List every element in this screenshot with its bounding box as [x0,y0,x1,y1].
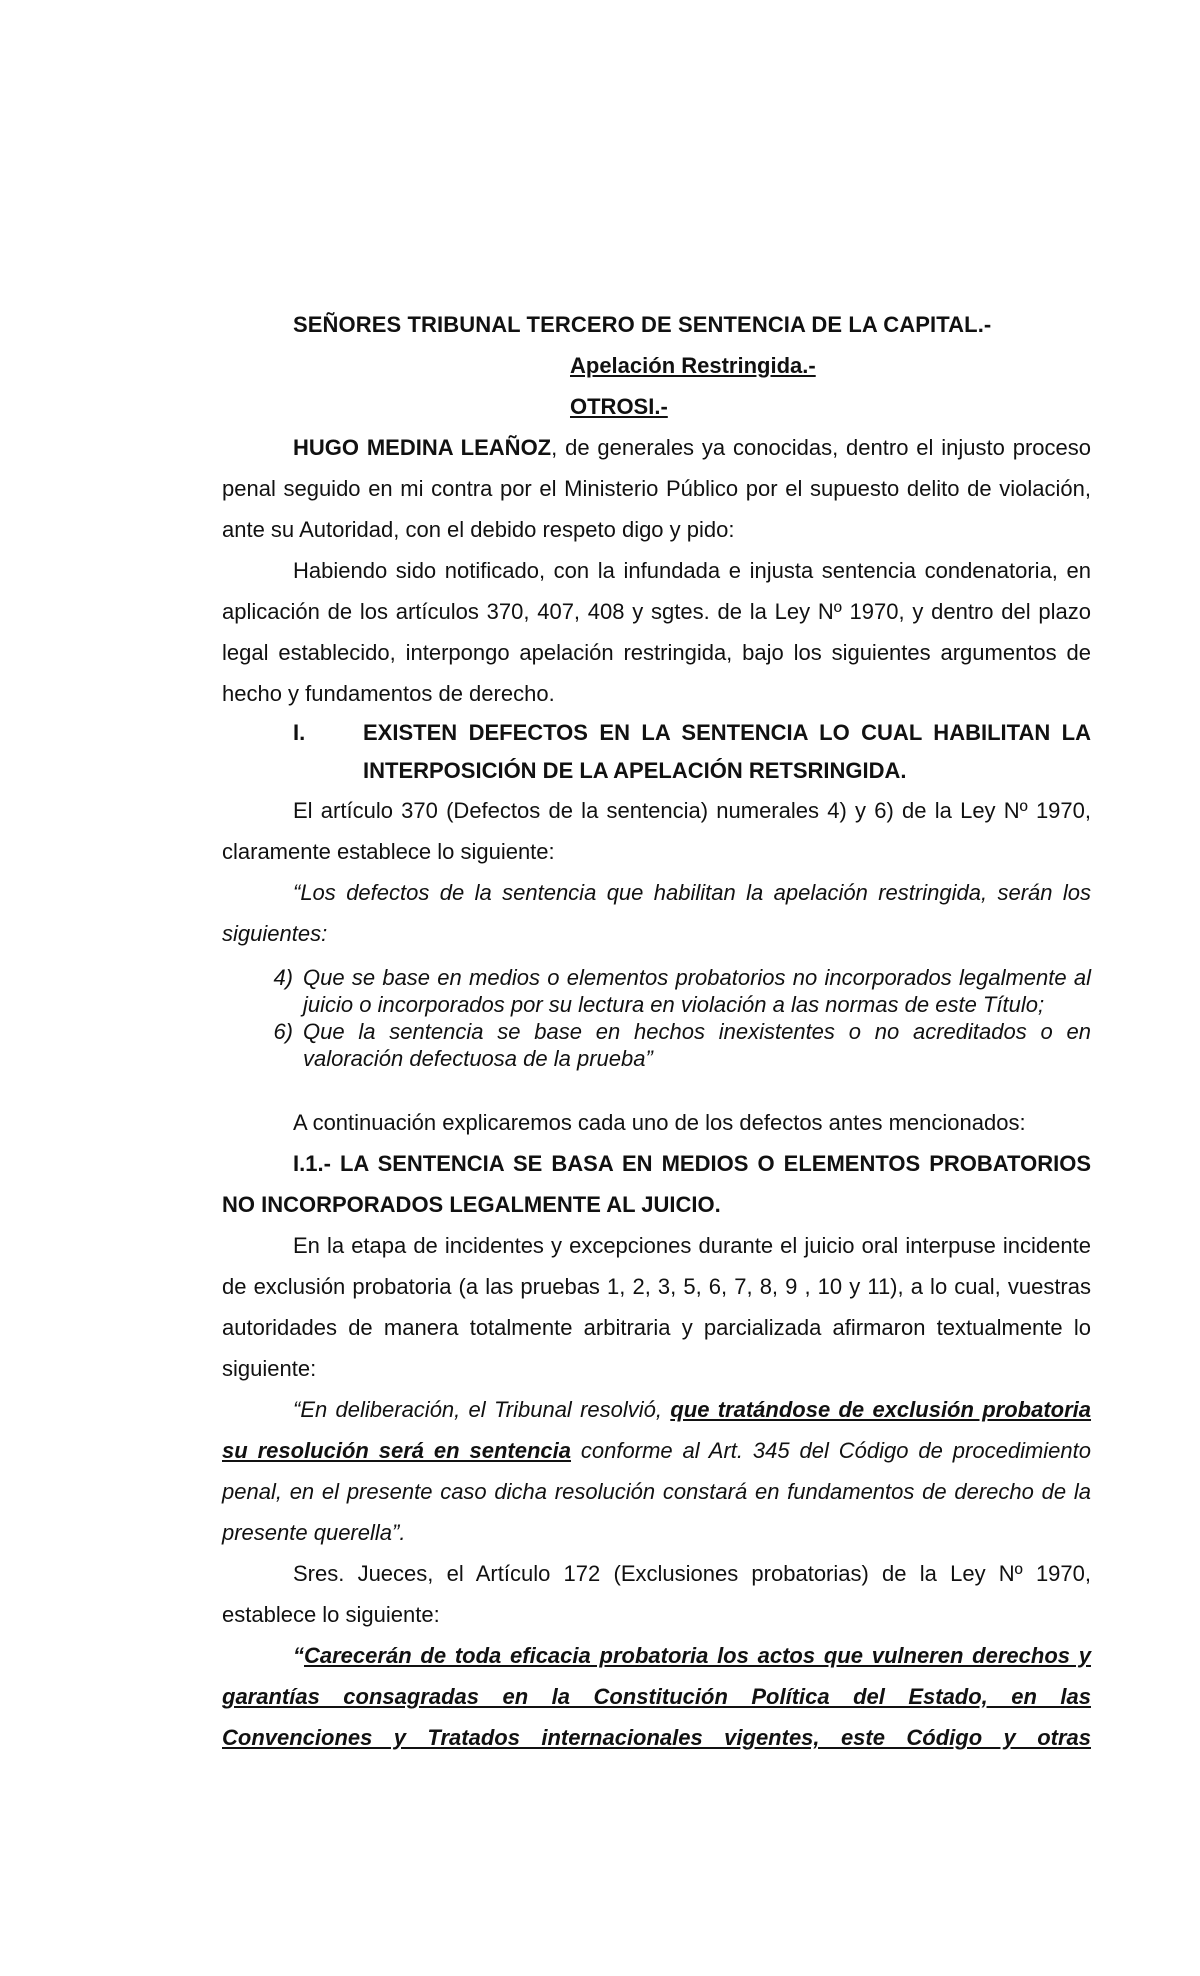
intro-paragraph [222,427,1091,550]
section-title: EXISTEN DEFECTOS EN LA SENTENCIA LO CUAL HABILITAN LA INTERPOSICIÓN DE LA APELACIÓN RETSRINGIDA. [363,720,1091,783]
quote-tribunal-part-3: conforme al Art. 345 del Código de procedimiento penal, en el presente caso dicha resolución constará en fundamentos de derecho de la presente querella”. [222,1438,1091,1545]
article-172-paragraph: Sres. Jueces, el Artículo 172 (Exclusiones probatorias) de la Ley Nº 1970, establece lo siguiente: [222,1561,1091,1627]
appellant-name: HUGO MEDINA LEAÑOZ [293,435,552,460]
section-i1-heading: I.1.- LA SENTENCIA SE BASA EN MEDIOS O ELEMENTOS PROBATORIOS NO INCORPORADOS LEGALMENTE AL JUICIO. [222,1151,1091,1217]
quote-item-number: 6) [273,1019,293,1044]
quote-article-370: “Los defectos de la sentencia que habilitan la apelación restringida, serán los siguientes: [222,880,1091,946]
quote-tribunal-part-1: “En deliberación, el Tribunal resolvió, [293,1397,671,1422]
document-body [222,304,1091,1758]
quote-item [222,1018,1091,1072]
subtitle-otrosi: OTROSI.- [570,394,668,419]
quote-open-mark: “ [293,1643,304,1668]
notification-paragraph: Habiendo sido notificado, con la infundada e injusta sentencia condenatoria, en aplicación de los artículos 370, 407, 408 y sgtes. de la Ley Nº 1970, y dentro del plazo legal establecido, interpongo apelación restringida, bajo los siguientes argumentos de hecho y fundamentos de derecho. [222,558,1091,706]
quote-item-text: Que se base en medios o elementos probatorios no incorporados legalmente al juicio o incorporados por su lectura en violación a las normas de este Título; [303,965,1091,1017]
quote-item [222,964,1091,1018]
section-number: I. [293,720,306,745]
quote-article-172-text: Carecerán de toda eficacia probatoria los actos que vulneren derechos y garantías consagradas en la Constitución Política del Estado, en las Convenciones y Tratados internacionales vigentes, este Código y otras [222,1643,1091,1750]
intro-text: , de generales ya conocidas, dentro el injusto proceso penal seguido en mi contra por el Ministerio Público por el supuesto delito de violación, ante su Autoridad, con el debido respeto digo y pido: [222,435,1091,542]
quote-item-text: Que la sentencia se base en hechos inexistentes o no acreditados o en valoración defectuosa de la prueba” [303,1019,1091,1071]
quote-list [222,964,1091,1072]
article-370-paragraph: El artículo 370 (Defectos de la sentencia) numerales 4) y 6) de la Ley Nº 1970, claramente establece lo siguiente: [222,798,1091,864]
continuation-paragraph: A continuación explicaremos cada uno de los defectos antes mencionados: [293,1110,1026,1135]
subtitle-apelacion: Apelación Restringida.- [570,353,816,378]
section-i-heading [222,714,1091,790]
quote-tribunal-emphasis: que tratándose de exclusión probatoria su resolución será en sentencia [222,1397,1092,1463]
quote-article-172 [222,1635,1091,1758]
incidents-paragraph: En la etapa de incidentes y excepciones durante el juicio oral interpuse incidente de exclusión probatoria (a las pruebas 1, 2, 3, 5, 6, 7, 8, 9 , 10 y 11), a lo cual, vuestras autoridades de manera totalmente arbitraria y parcializada afirmaron textualmente lo siguiente: [222,1233,1091,1381]
quote-item-number: 4) [273,965,293,990]
quote-tribunal [222,1389,1091,1553]
document-title: SEÑORES TRIBUNAL TERCERO DE SENTENCIA DE LA CAPITAL.- [293,312,992,337]
